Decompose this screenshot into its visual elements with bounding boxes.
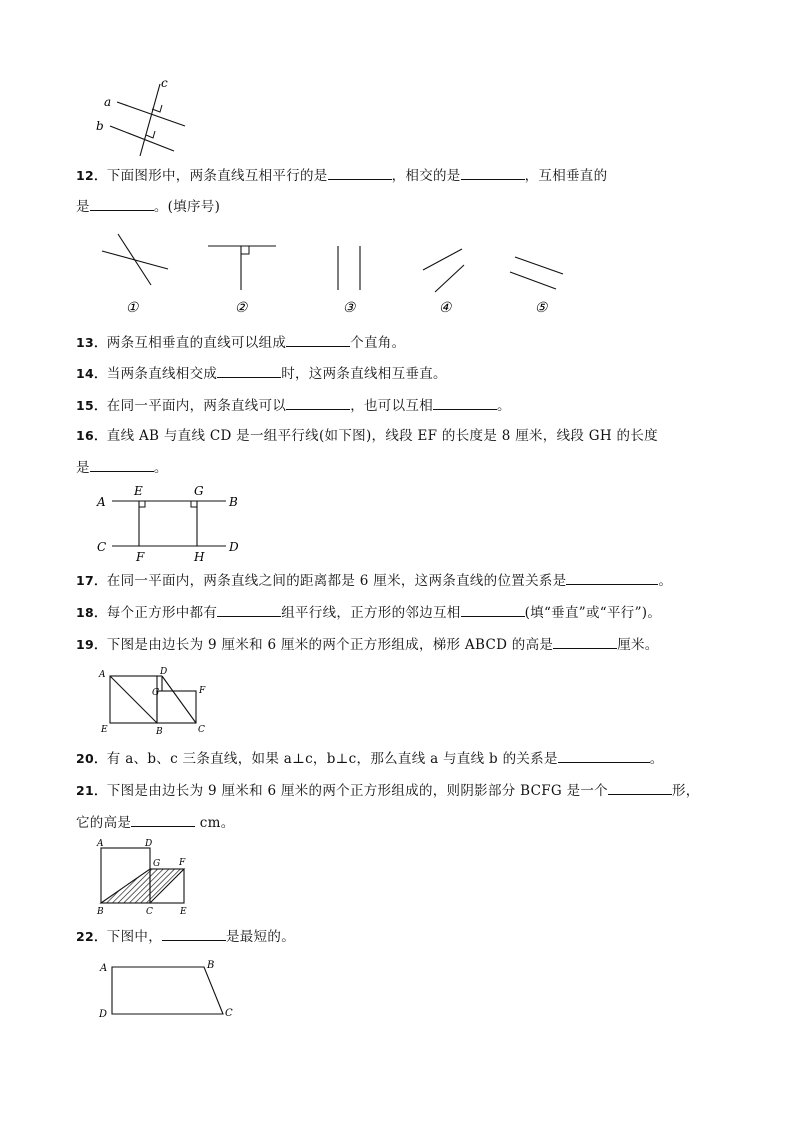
label-C: C bbox=[198, 725, 205, 735]
question-14: 14．当两条直线相交成 时，这两条直线相互垂直。 bbox=[76, 366, 447, 382]
answer-blank-13[interactable] bbox=[286, 333, 350, 347]
answer-blank-17[interactable] bbox=[566, 571, 658, 585]
label-F: F bbox=[199, 686, 206, 696]
label-A: A bbox=[97, 839, 104, 849]
label-c: c bbox=[161, 76, 168, 90]
figure-q22-quadrilateral bbox=[96, 955, 246, 1021]
option-4-label: ④ bbox=[438, 300, 452, 316]
label-C: C bbox=[97, 540, 107, 554]
answer-blank-12b[interactable] bbox=[461, 166, 525, 180]
option-2-label: ② bbox=[234, 300, 248, 316]
question-16-line1: 16．直线 AB 与直线 CD 是一组平行线(如下图)，线段 EF 的长度是 8 厘米，线段 GH 的长度 bbox=[76, 428, 658, 444]
question-21-line1: 21．下图是由边长为 9 厘米和 6 厘米的两个正方形组成的，则阴影部分 BCFG 是一个 形， bbox=[76, 783, 700, 799]
label-G: G bbox=[194, 484, 204, 498]
question-12-line2: 是 。(填序号) bbox=[76, 199, 221, 215]
label-D: D bbox=[145, 839, 153, 849]
question-18: 18．每个正方形中都有 组平行线，正方形的邻边互相 (填“垂直”或“平行”)。 bbox=[76, 605, 662, 621]
figure-q16-parallel-lines bbox=[94, 482, 254, 564]
q12-option-figures bbox=[90, 228, 580, 320]
label-E: E bbox=[134, 484, 143, 498]
label-G: G bbox=[152, 688, 160, 698]
question-16-line2: 是 。 bbox=[76, 460, 168, 476]
question-13: 13．两条互相垂直的直线可以组成 个直角。 bbox=[76, 335, 406, 351]
label-C: C bbox=[225, 1008, 233, 1019]
answer-blank-15a[interactable] bbox=[286, 396, 350, 410]
label-b: b bbox=[96, 119, 104, 133]
label-D: D bbox=[229, 540, 239, 554]
answer-blank-18b[interactable] bbox=[461, 603, 525, 617]
answer-blank-15b[interactable] bbox=[433, 396, 497, 410]
question-12-line1: 12．下面图形中，两条直线互相平行的是 ，相交的是 ，互相垂直的 bbox=[76, 168, 608, 184]
figure-q19-trapezoid bbox=[96, 664, 216, 736]
label-B: B bbox=[156, 727, 163, 737]
label-B: B bbox=[207, 960, 215, 971]
answer-blank-18a[interactable] bbox=[217, 603, 281, 617]
label-F: F bbox=[179, 858, 186, 868]
label-E: E bbox=[180, 907, 187, 917]
label-D: D bbox=[160, 667, 168, 677]
answer-blank-16[interactable] bbox=[90, 458, 154, 472]
label-A: A bbox=[100, 963, 108, 974]
answer-blank-21b[interactable] bbox=[131, 813, 195, 827]
answer-blank-20[interactable] bbox=[558, 749, 650, 763]
question-20: 20．有 a、b、c 三条直线，如果 a⊥c，b⊥c，那么直线 a 与直线 b 的关系是 。 bbox=[76, 751, 664, 767]
label-A: A bbox=[99, 670, 106, 680]
label-A: A bbox=[97, 495, 106, 509]
label-H: H bbox=[194, 550, 205, 564]
figure-parallel-perpendicular bbox=[90, 76, 200, 158]
answer-blank-21a[interactable] bbox=[608, 781, 672, 795]
option-5-label: ⑤ bbox=[534, 300, 548, 316]
question-19: 19．下图是由边长为 9 厘米和 6 厘米的两个正方形组成，梯形 ABCD 的高是 厘米。 bbox=[76, 637, 659, 653]
option-1-label: ① bbox=[125, 300, 139, 316]
label-G: G bbox=[153, 859, 161, 869]
question-22: 22．下图中， 是最短的。 bbox=[76, 929, 295, 945]
question-21-line2: 它的高是 cm。 bbox=[76, 815, 235, 831]
answer-blank-22[interactable] bbox=[162, 927, 226, 941]
answer-blank-12c[interactable] bbox=[90, 197, 154, 211]
label-B: B bbox=[97, 907, 104, 917]
question-15: 15．在同一平面内，两条直线可以 ，也可以互相 。 bbox=[76, 398, 511, 414]
label-a: a bbox=[104, 95, 112, 109]
label-E: E bbox=[101, 725, 108, 735]
label-D: D bbox=[99, 1009, 108, 1020]
question-17: 17．在同一平面内，两条直线之间的距离都是 6 厘米，这两条直线的位置关系是 。 bbox=[76, 573, 673, 589]
figure-q21-shaded-squares bbox=[94, 836, 204, 918]
answer-blank-19[interactable] bbox=[553, 635, 617, 649]
label-B: B bbox=[229, 495, 238, 509]
answer-blank-14[interactable] bbox=[217, 364, 281, 378]
label-F: F bbox=[136, 550, 145, 564]
label-C: C bbox=[146, 907, 153, 917]
answer-blank-12a[interactable] bbox=[328, 166, 392, 180]
option-3-label: ③ bbox=[342, 300, 356, 316]
